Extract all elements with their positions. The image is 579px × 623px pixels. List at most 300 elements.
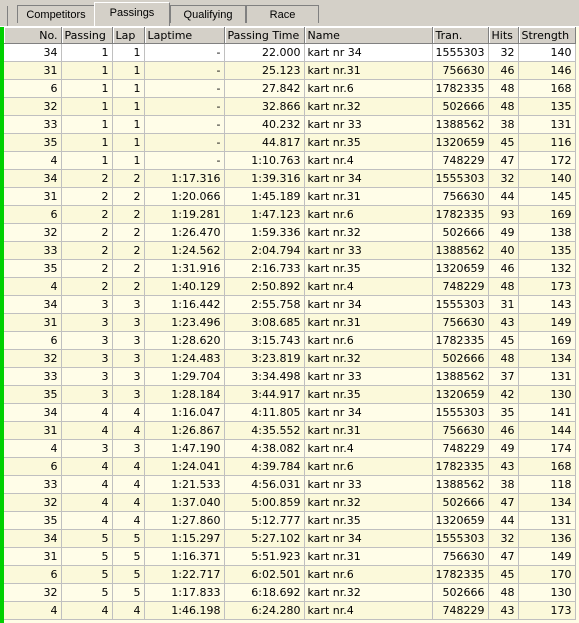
cell-passing: 4 (61, 602, 112, 620)
cell-strength: 134 (518, 494, 575, 512)
table-row[interactable] (4, 476, 575, 494)
cell-name: kart nr.4 (304, 152, 432, 170)
cell-lap: 4 (112, 422, 144, 440)
cell-passing-time: 1:39.316 (224, 170, 304, 188)
cell-passing: 1 (61, 62, 112, 80)
cell-strength: 149 (518, 548, 575, 566)
cell-tran: 502666 (432, 494, 488, 512)
cell-passing-time: 2:04.794 (224, 242, 304, 260)
cell-lap: 1 (112, 44, 144, 62)
cell-no: 31 (4, 422, 61, 440)
cell-tran: 1782335 (432, 80, 488, 98)
cell-strength: 169 (518, 206, 575, 224)
cell-name: kart nr.35 (304, 512, 432, 530)
cell-no: 35 (4, 134, 61, 152)
cell-strength: 174 (518, 440, 575, 458)
cell-passing: 3 (61, 350, 112, 368)
cell-hits: 48 (488, 278, 518, 296)
cell-passing: 3 (61, 332, 112, 350)
cell-passing: 2 (61, 224, 112, 242)
cell-tran: 748229 (432, 602, 488, 620)
cell-strength: 172 (518, 152, 575, 170)
cell-passing: 1 (61, 80, 112, 98)
cell-name: kart nr.31 (304, 188, 432, 206)
cell-passing: 5 (61, 566, 112, 584)
cell-strength: 144 (518, 422, 575, 440)
cell-name: kart nr.6 (304, 566, 432, 584)
cell-lap: 3 (112, 296, 144, 314)
cell-passing-time: 6:18.692 (224, 584, 304, 602)
cell-no: 32 (4, 494, 61, 512)
cell-lap: 3 (112, 350, 144, 368)
cell-name: kart nr.32 (304, 98, 432, 116)
cell-hits: 48 (488, 350, 518, 368)
cell-passing-time: 2:55.758 (224, 296, 304, 314)
cell-hits: 35 (488, 404, 518, 422)
cell-tran: 1320659 (432, 386, 488, 404)
cell-name: kart nr 34 (304, 296, 432, 314)
cell-no: 4 (4, 440, 61, 458)
cell-no: 34 (4, 296, 61, 314)
cell-strength: 173 (518, 278, 575, 296)
cell-no: 31 (4, 62, 61, 80)
cell-lap: 4 (112, 512, 144, 530)
passings-grid (0, 27, 579, 623)
cell-name: kart nr 33 (304, 476, 432, 494)
cell-tran: 1320659 (432, 260, 488, 278)
cell-lap: 4 (112, 602, 144, 620)
table-row[interactable] (4, 206, 575, 224)
cell-lap: 1 (112, 62, 144, 80)
cell-lap: 3 (112, 332, 144, 350)
cell-hits: 38 (488, 476, 518, 494)
cell-strength: 132 (518, 260, 575, 278)
cell-passing: 5 (61, 548, 112, 566)
cell-tran: 756630 (432, 422, 488, 440)
cell-tran: 1555303 (432, 170, 488, 188)
cell-lap: 5 (112, 548, 144, 566)
table-row[interactable] (4, 134, 575, 152)
cell-tran: 756630 (432, 188, 488, 206)
cell-laptime: - (144, 116, 224, 134)
cell-passing: 4 (61, 404, 112, 422)
cell-lap: 1 (112, 116, 144, 134)
cell-tran: 1555303 (432, 296, 488, 314)
cell-lap: 2 (112, 260, 144, 278)
cell-passing: 4 (61, 512, 112, 530)
cell-strength: 170 (518, 566, 575, 584)
cell-no: 34 (4, 44, 61, 62)
cell-passing: 1 (61, 98, 112, 116)
cell-tran: 1782335 (432, 332, 488, 350)
cell-laptime: 1:40.129 (144, 278, 224, 296)
table-row[interactable] (4, 548, 575, 566)
cell-laptime: 1:24.562 (144, 242, 224, 260)
cell-laptime: 1:26.470 (144, 224, 224, 242)
table-row[interactable] (4, 440, 575, 458)
cell-strength: 169 (518, 332, 575, 350)
cell-passing-time: 25.123 (224, 62, 304, 80)
cell-laptime: 1:20.066 (144, 188, 224, 206)
table-row[interactable] (4, 224, 575, 242)
table-row[interactable] (4, 530, 575, 548)
cell-lap: 3 (112, 314, 144, 332)
tab-passings[interactable]: Passings (94, 2, 170, 26)
cell-tran: 748229 (432, 440, 488, 458)
cell-passing-time: 3:15.743 (224, 332, 304, 350)
cell-name: kart nr.6 (304, 458, 432, 476)
tab-qualifying[interactable]: Qualifying (170, 5, 246, 23)
cell-passing: 2 (61, 278, 112, 296)
cell-passing: 1 (61, 152, 112, 170)
cell-lap: 1 (112, 152, 144, 170)
cell-name: kart nr.32 (304, 494, 432, 512)
cell-name: kart nr.35 (304, 260, 432, 278)
cell-passing: 2 (61, 206, 112, 224)
cell-hits: 44 (488, 512, 518, 530)
cell-laptime: 1:22.717 (144, 566, 224, 584)
cell-hits: 48 (488, 98, 518, 116)
cell-passing: 2 (61, 260, 112, 278)
cell-name: kart nr.32 (304, 584, 432, 602)
cell-no: 6 (4, 80, 61, 98)
cell-lap: 2 (112, 188, 144, 206)
cell-hits: 42 (488, 386, 518, 404)
cell-tran: 1388562 (432, 368, 488, 386)
cell-hits: 43 (488, 314, 518, 332)
cell-lap: 5 (112, 530, 144, 548)
cell-strength: 135 (518, 242, 575, 260)
cell-strength: 135 (518, 98, 575, 116)
cell-passing: 3 (61, 440, 112, 458)
cell-passing-time: 1:59.336 (224, 224, 304, 242)
cell-passing: 5 (61, 584, 112, 602)
table-row[interactable] (4, 584, 575, 602)
cell-strength: 146 (518, 62, 575, 80)
cell-name: kart nr.32 (304, 350, 432, 368)
cell-laptime: 1:23.496 (144, 314, 224, 332)
cell-passing: 2 (61, 242, 112, 260)
cell-hits: 31 (488, 296, 518, 314)
table-row[interactable] (4, 170, 575, 188)
table-row[interactable] (4, 458, 575, 476)
cell-laptime: 1:28.620 (144, 332, 224, 350)
cell-name: kart nr.35 (304, 386, 432, 404)
table-row[interactable] (4, 242, 575, 260)
cell-tran: 502666 (432, 350, 488, 368)
cell-strength: 131 (518, 368, 575, 386)
cell-hits: 45 (488, 332, 518, 350)
cell-passing: 3 (61, 296, 112, 314)
cell-passing-time: 1:45.189 (224, 188, 304, 206)
cell-passing-time: 27.842 (224, 80, 304, 98)
table-row[interactable] (4, 62, 575, 80)
cell-lap: 4 (112, 404, 144, 422)
cell-lap: 4 (112, 476, 144, 494)
cell-passing-time: 6:24.280 (224, 602, 304, 620)
cell-passing-time: 5:00.859 (224, 494, 304, 512)
cell-passing-time: 3:08.685 (224, 314, 304, 332)
cell-name: kart nr.6 (304, 332, 432, 350)
cell-no: 33 (4, 242, 61, 260)
table-row[interactable] (4, 314, 575, 332)
cell-name: kart nr.31 (304, 548, 432, 566)
cell-no: 33 (4, 368, 61, 386)
cell-passing-time: 4:35.552 (224, 422, 304, 440)
cell-strength: 140 (518, 170, 575, 188)
cell-hits: 48 (488, 584, 518, 602)
cell-no: 31 (4, 314, 61, 332)
passings-table (4, 27, 576, 620)
col-header-name[interactable]: Name (304, 27, 432, 44)
cell-laptime: 1:47.190 (144, 440, 224, 458)
cell-hits: 40 (488, 242, 518, 260)
col-header-lap[interactable]: Lap (112, 27, 144, 44)
cell-no: 6 (4, 332, 61, 350)
cell-name: kart nr.4 (304, 278, 432, 296)
table-row[interactable] (4, 44, 575, 62)
cell-lap: 2 (112, 278, 144, 296)
cell-name: kart nr.6 (304, 80, 432, 98)
cell-lap: 2 (112, 224, 144, 242)
cell-no: 32 (4, 584, 61, 602)
cell-no: 32 (4, 98, 61, 116)
cell-passing-time: 22.000 (224, 44, 304, 62)
cell-tran: 502666 (432, 584, 488, 602)
cell-strength: 173 (518, 602, 575, 620)
cell-hits: 46 (488, 62, 518, 80)
cell-passing: 1 (61, 134, 112, 152)
cell-no: 32 (4, 350, 61, 368)
cell-hits: 32 (488, 44, 518, 62)
cell-no: 34 (4, 530, 61, 548)
cell-no: 31 (4, 188, 61, 206)
cell-lap: 2 (112, 242, 144, 260)
cell-hits: 46 (488, 422, 518, 440)
cell-name: kart nr 34 (304, 404, 432, 422)
cell-name: kart nr 33 (304, 242, 432, 260)
cell-hits: 32 (488, 530, 518, 548)
cell-passing-time: 44.817 (224, 134, 304, 152)
cell-laptime: - (144, 98, 224, 116)
table-row[interactable] (4, 566, 575, 584)
cell-hits: 49 (488, 440, 518, 458)
cell-name: kart nr.4 (304, 440, 432, 458)
cell-hits: 43 (488, 602, 518, 620)
cell-laptime: 1:29.704 (144, 368, 224, 386)
col-header-hits[interactable]: Hits (488, 27, 518, 44)
cell-strength: 130 (518, 584, 575, 602)
cell-strength: 140 (518, 44, 575, 62)
cell-laptime: 1:16.047 (144, 404, 224, 422)
cell-lap: 1 (112, 98, 144, 116)
table-row[interactable] (4, 512, 575, 530)
cell-passing: 5 (61, 530, 112, 548)
cell-passing-time: 4:56.031 (224, 476, 304, 494)
cell-name: kart nr.32 (304, 224, 432, 242)
cell-tran: 1320659 (432, 512, 488, 530)
cell-laptime: 1:46.198 (144, 602, 224, 620)
cell-strength: 131 (518, 512, 575, 530)
cell-name: kart nr.6 (304, 206, 432, 224)
cell-passing-time: 1:10.763 (224, 152, 304, 170)
cell-laptime: 1:24.041 (144, 458, 224, 476)
table-row[interactable] (4, 422, 575, 440)
cell-tran: 1388562 (432, 116, 488, 134)
cell-laptime: 1:21.533 (144, 476, 224, 494)
cell-name: kart nr.31 (304, 314, 432, 332)
cell-hits: 47 (488, 494, 518, 512)
cell-no: 32 (4, 224, 61, 242)
cell-passing-time: 2:16.733 (224, 260, 304, 278)
cell-no: 4 (4, 602, 61, 620)
table-row[interactable] (4, 386, 575, 404)
cell-tran: 502666 (432, 98, 488, 116)
cell-laptime: - (144, 80, 224, 98)
cell-strength: 145 (518, 188, 575, 206)
cell-strength: 138 (518, 224, 575, 242)
table-row[interactable] (4, 350, 575, 368)
table-row[interactable] (4, 368, 575, 386)
cell-name: kart nr.35 (304, 134, 432, 152)
table-row[interactable] (4, 278, 575, 296)
cell-laptime: 1:24.483 (144, 350, 224, 368)
cell-strength: 116 (518, 134, 575, 152)
col-header-passing-time[interactable]: Passing Time (224, 27, 304, 44)
cell-tran: 1555303 (432, 44, 488, 62)
cell-hits: 45 (488, 566, 518, 584)
col-header-no[interactable]: No. (4, 27, 61, 44)
tab-bar (0, 0, 579, 27)
cell-strength: 141 (518, 404, 575, 422)
cell-laptime: - (144, 44, 224, 62)
cell-tran: 1388562 (432, 242, 488, 260)
cell-laptime: - (144, 62, 224, 80)
cell-lap: 1 (112, 80, 144, 98)
cell-laptime: 1:16.371 (144, 548, 224, 566)
cell-name: kart nr 34 (304, 170, 432, 188)
cell-no: 4 (4, 278, 61, 296)
cell-hits: 46 (488, 260, 518, 278)
cell-name: kart nr.4 (304, 602, 432, 620)
cell-tran: 1782335 (432, 458, 488, 476)
cell-tran: 1555303 (432, 404, 488, 422)
cell-lap: 3 (112, 368, 144, 386)
cell-hits: 93 (488, 206, 518, 224)
cell-strength: 130 (518, 386, 575, 404)
table-row[interactable] (4, 494, 575, 512)
cell-laptime: 1:26.867 (144, 422, 224, 440)
cell-passing-time: 3:34.498 (224, 368, 304, 386)
cell-no: 6 (4, 566, 61, 584)
table-row[interactable] (4, 332, 575, 350)
cell-passing: 1 (61, 116, 112, 134)
cell-no: 35 (4, 386, 61, 404)
cell-laptime: 1:31.916 (144, 260, 224, 278)
cell-name: kart nr.31 (304, 62, 432, 80)
cell-passing-time: 3:23.819 (224, 350, 304, 368)
cell-lap: 3 (112, 440, 144, 458)
col-header-laptime[interactable]: Laptime (144, 27, 224, 44)
cell-no: 6 (4, 206, 61, 224)
cell-passing-time: 2:50.892 (224, 278, 304, 296)
cell-passing: 2 (61, 188, 112, 206)
col-header-tran[interactable]: Tran. (432, 27, 488, 44)
cell-name: kart nr 34 (304, 530, 432, 548)
cell-lap: 2 (112, 206, 144, 224)
table-header-row (4, 27, 575, 44)
cell-passing-time: 5:51.923 (224, 548, 304, 566)
table-row[interactable] (4, 188, 575, 206)
cell-hits: 47 (488, 548, 518, 566)
cell-hits: 47 (488, 152, 518, 170)
table-row[interactable] (4, 602, 575, 620)
cell-passing-time: 6:02.501 (224, 566, 304, 584)
cell-lap: 5 (112, 566, 144, 584)
cell-laptime: 1:16.442 (144, 296, 224, 314)
cell-passing: 4 (61, 494, 112, 512)
cell-passing-time: 5:12.777 (224, 512, 304, 530)
col-header-passing[interactable]: Passing (61, 27, 112, 44)
cell-laptime: 1:19.281 (144, 206, 224, 224)
cell-tran: 748229 (432, 152, 488, 170)
cell-laptime: 1:17.316 (144, 170, 224, 188)
cell-lap: 3 (112, 386, 144, 404)
cell-name: kart nr.31 (304, 422, 432, 440)
cell-tran: 756630 (432, 548, 488, 566)
cell-passing: 4 (61, 476, 112, 494)
tab-competitors[interactable]: Competitors (17, 5, 95, 23)
cell-tran: 748229 (432, 278, 488, 296)
cell-strength: 143 (518, 296, 575, 314)
table-row[interactable] (4, 296, 575, 314)
cell-hits: 48 (488, 80, 518, 98)
cell-laptime: 1:28.184 (144, 386, 224, 404)
cell-no: 35 (4, 512, 61, 530)
table-row[interactable] (4, 80, 575, 98)
table-row[interactable] (4, 260, 575, 278)
cell-lap: 4 (112, 494, 144, 512)
col-header-strength[interactable]: Strength (518, 27, 575, 44)
table-row[interactable] (4, 404, 575, 422)
cell-lap: 2 (112, 170, 144, 188)
table-row[interactable] (4, 116, 575, 134)
cell-laptime: - (144, 152, 224, 170)
table-row[interactable] (4, 98, 575, 116)
cell-passing: 1 (61, 44, 112, 62)
cell-no: 31 (4, 548, 61, 566)
cell-passing-time: 4:11.805 (224, 404, 304, 422)
tab-race[interactable]: Race (246, 5, 319, 23)
cell-passing: 3 (61, 314, 112, 332)
cell-laptime: 1:17.833 (144, 584, 224, 602)
tab-bar-edge (0, 6, 8, 26)
cell-passing-time: 3:44.917 (224, 386, 304, 404)
cell-tran: 1555303 (432, 530, 488, 548)
cell-hits: 38 (488, 116, 518, 134)
cell-hits: 45 (488, 134, 518, 152)
cell-name: kart nr 33 (304, 368, 432, 386)
cell-hits: 32 (488, 170, 518, 188)
table-row[interactable] (4, 152, 575, 170)
cell-lap: 4 (112, 458, 144, 476)
cell-passing: 3 (61, 386, 112, 404)
cell-name: kart nr 34 (304, 44, 432, 62)
cell-passing-time: 4:39.784 (224, 458, 304, 476)
cell-tran: 502666 (432, 224, 488, 242)
cell-passing: 4 (61, 422, 112, 440)
cell-laptime: - (144, 134, 224, 152)
